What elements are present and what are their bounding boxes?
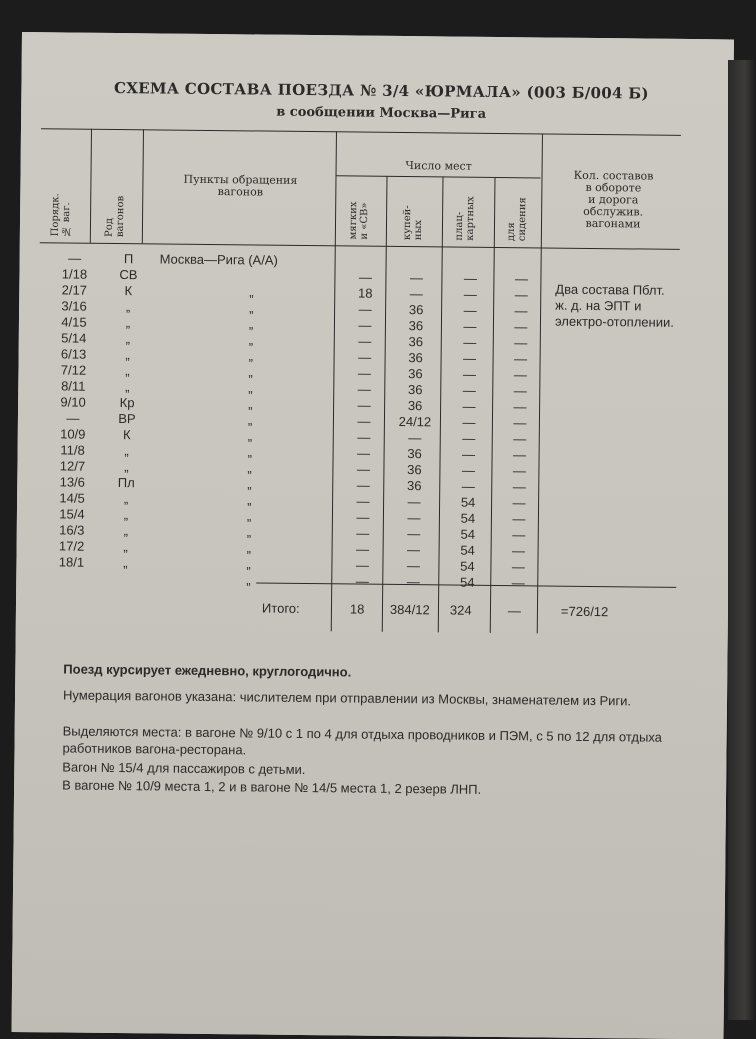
header-right: Кол. составов в обороте и дорога обслужив. вагонами bbox=[546, 170, 681, 231]
cell-route: „ bbox=[248, 364, 278, 380]
cell-route: „ bbox=[247, 476, 277, 492]
cell-route: „ bbox=[249, 348, 279, 364]
table-row bbox=[22, 32, 734, 39]
note-schedule: Поезд курсирует ежедневно, круглогодично. bbox=[63, 660, 723, 684]
totals-coupe: 384/12 bbox=[390, 602, 430, 617]
right-note: Два состава Пблт. ж. д. на ЭПТ и электро-отоплении. bbox=[555, 282, 675, 331]
cell-num: 12/7 bbox=[47, 458, 97, 475]
book-page bbox=[12, 32, 734, 1039]
cell-plaz: — bbox=[447, 302, 493, 318]
cell-num: 5/14 bbox=[49, 330, 99, 347]
cell-soft: — bbox=[345, 541, 381, 557]
col-divider-3 bbox=[331, 131, 337, 631]
cell-type: „ bbox=[103, 491, 149, 507]
cell-num: — bbox=[50, 250, 100, 267]
cell-route: Москва—Рига (А/А) bbox=[160, 251, 350, 269]
book-edge bbox=[728, 60, 756, 1020]
cell-sit: — bbox=[501, 303, 541, 319]
totals-sit: — bbox=[508, 603, 521, 618]
cell-route: „ bbox=[247, 492, 277, 508]
cell-type: „ bbox=[104, 379, 150, 395]
cell-type: ВР bbox=[104, 411, 150, 427]
cell-route: „ bbox=[249, 300, 279, 316]
cell-coupe: 24/12 bbox=[390, 414, 440, 431]
cell-route: „ bbox=[248, 380, 278, 396]
cell-coupe: — bbox=[389, 494, 439, 511]
cell-type: Кр bbox=[104, 395, 150, 411]
cell-route: „ bbox=[247, 508, 277, 524]
cell-num: 3/16 bbox=[49, 298, 99, 315]
cell-plaz: — bbox=[447, 270, 493, 286]
cell-soft: — bbox=[345, 493, 381, 509]
cell-sit: — bbox=[499, 463, 539, 479]
cell-num: 11/8 bbox=[48, 442, 98, 459]
table-row bbox=[22, 32, 734, 39]
cell-type: СВ bbox=[105, 267, 151, 283]
cell-sit: — bbox=[499, 511, 539, 527]
cell-plaz: 54 bbox=[445, 526, 491, 542]
cell-soft: — bbox=[346, 429, 382, 445]
cell-num: 17/2 bbox=[47, 538, 97, 555]
note-reserved-seats: Выделяются места: в вагоне № 9/10 с 1 по 4 для отдыха проводников и ПЭМ, с 5 по 12 для отдыха работников вагона-ресторана. bbox=[62, 722, 722, 763]
cell-coupe: 36 bbox=[391, 350, 441, 367]
cell-coupe bbox=[392, 254, 442, 255]
cell-type: „ bbox=[103, 459, 149, 475]
cell-type: „ bbox=[102, 555, 148, 571]
cell-coupe: — bbox=[390, 430, 440, 447]
cell-num: 7/12 bbox=[48, 362, 98, 379]
cell-soft: 18 bbox=[347, 285, 383, 301]
cell-coupe: — bbox=[389, 542, 439, 559]
seats-group-rule bbox=[336, 175, 541, 178]
table-top-rule bbox=[41, 128, 681, 136]
cell-soft: — bbox=[346, 445, 382, 461]
header-plaz: плац- картных bbox=[454, 187, 477, 241]
cell-soft: — bbox=[346, 365, 382, 381]
cell-coupe: — bbox=[391, 270, 441, 287]
cell-plaz: 54 bbox=[444, 558, 490, 574]
cell-num: 4/15 bbox=[49, 314, 99, 331]
cell-num: 9/10 bbox=[48, 394, 98, 411]
totals-sum: =726/12 bbox=[561, 604, 609, 619]
cell-type: „ bbox=[105, 299, 151, 315]
cell-soft: — bbox=[346, 381, 382, 397]
cell-sit: — bbox=[499, 495, 539, 511]
cell-plaz: — bbox=[445, 462, 491, 478]
cell-type: П bbox=[106, 251, 152, 267]
cell-sit: — bbox=[501, 319, 541, 335]
cell-sit: — bbox=[500, 447, 540, 463]
cell-plaz: — bbox=[446, 398, 492, 414]
cell-soft: — bbox=[347, 317, 383, 333]
cell-sit: — bbox=[501, 335, 541, 351]
header-type: Род вагонов bbox=[104, 173, 127, 237]
cell-coupe: — bbox=[389, 526, 439, 543]
cell-num: 10/9 bbox=[48, 426, 98, 443]
totals-label: Итого: bbox=[262, 601, 300, 616]
cell-coupe: 36 bbox=[389, 478, 439, 495]
cell-route: „ bbox=[248, 428, 278, 444]
cell-coupe: — bbox=[388, 574, 438, 591]
cell-soft: — bbox=[346, 397, 382, 413]
table-row bbox=[22, 32, 734, 39]
cell-route: „ bbox=[249, 316, 279, 332]
cell-num: 2/17 bbox=[49, 282, 99, 299]
table-row bbox=[22, 32, 734, 39]
cell-type: Пл bbox=[103, 475, 149, 491]
cell-plaz: — bbox=[446, 446, 492, 462]
cell-plaz: 54 bbox=[445, 510, 491, 526]
cell-route: „ bbox=[248, 444, 278, 460]
cell-type: „ bbox=[103, 523, 149, 539]
cell-plaz: — bbox=[447, 334, 493, 350]
header-bottom-rule bbox=[40, 242, 680, 250]
cell-coupe: 36 bbox=[390, 446, 440, 463]
cell-soft: — bbox=[347, 349, 383, 365]
note-numbering: Нумерация вагонов указана: числителем при отправлении из Москвы, знаменателем из Риги. bbox=[63, 686, 723, 710]
page-title: СХЕМА СОСТАВА ПОЕЗДА № 3/4 «ЮРМАЛА» (003 Б/004 Б) bbox=[101, 79, 661, 103]
cell-plaz: — bbox=[446, 382, 492, 398]
cell-sit: — bbox=[499, 479, 539, 495]
totals-soft: 18 bbox=[350, 601, 365, 616]
cell-soft: — bbox=[345, 461, 381, 477]
cell-plaz: — bbox=[447, 318, 493, 334]
cell-coupe: — bbox=[391, 286, 441, 303]
cell-plaz: — bbox=[446, 414, 492, 430]
cell-sit: — bbox=[499, 543, 539, 559]
table-row bbox=[22, 32, 734, 39]
table-row bbox=[22, 32, 734, 39]
cell-sit: — bbox=[499, 527, 539, 543]
table-row bbox=[22, 32, 734, 39]
table-body bbox=[22, 32, 734, 39]
cell-sit: — bbox=[500, 415, 540, 431]
cell-plaz: 54 bbox=[444, 574, 490, 590]
table-row bbox=[22, 32, 734, 39]
cell-type: „ bbox=[103, 507, 149, 523]
header-route: Пункты обращения вагонов bbox=[150, 173, 330, 199]
cell-sit: — bbox=[498, 559, 538, 575]
col-divider-2 bbox=[142, 129, 144, 243]
cell-soft: — bbox=[345, 509, 381, 525]
cell-sit: — bbox=[500, 367, 540, 383]
cell-num: 1/18 bbox=[49, 266, 99, 283]
table-row bbox=[22, 32, 734, 39]
table-row bbox=[22, 32, 734, 39]
cell-coupe: 36 bbox=[389, 462, 439, 479]
cell-type: „ bbox=[105, 315, 151, 331]
cell-route: „ bbox=[248, 412, 278, 428]
cell-coupe: 36 bbox=[391, 302, 441, 319]
header-seats-group: Число мест bbox=[339, 159, 539, 173]
table-row bbox=[22, 32, 734, 39]
cell-soft: — bbox=[347, 269, 383, 285]
cell-type: К bbox=[104, 427, 150, 443]
cell-coupe: 36 bbox=[390, 398, 440, 415]
cell-plaz: — bbox=[447, 286, 493, 302]
header-sit: для сидения bbox=[506, 187, 529, 241]
cell-type: „ bbox=[103, 539, 149, 555]
cell-soft: — bbox=[344, 573, 380, 589]
cell-route: „ bbox=[247, 524, 277, 540]
cell-plaz: — bbox=[446, 430, 492, 446]
cell-num: 18/1 bbox=[46, 554, 96, 571]
cell-num: — bbox=[48, 410, 98, 427]
note-reserve: В вагоне № 10/9 места 1, 2 и в вагоне № 14/5 места 1, 2 резерв ЛНП. bbox=[62, 776, 722, 800]
cell-num: 13/6 bbox=[47, 474, 97, 491]
cell-soft: — bbox=[347, 333, 383, 349]
cell-num: 8/11 bbox=[48, 378, 98, 395]
cell-coupe: 36 bbox=[390, 366, 440, 383]
page-subtitle: в сообщении Москва—Рига bbox=[101, 103, 661, 124]
cell-route: „ bbox=[249, 332, 279, 348]
cell-sit: — bbox=[500, 399, 540, 415]
cell-route: „ bbox=[246, 572, 276, 588]
cell-sit: — bbox=[501, 287, 541, 303]
cell-type: „ bbox=[105, 347, 151, 363]
cell-sit: — bbox=[500, 383, 540, 399]
table-row bbox=[22, 32, 734, 39]
cell-plaz: 54 bbox=[445, 494, 491, 510]
cell-num: 14/5 bbox=[47, 490, 97, 507]
table-row bbox=[22, 32, 734, 39]
cell-plaz: — bbox=[445, 478, 491, 494]
cell-plaz: — bbox=[446, 366, 492, 382]
cell-type: „ bbox=[104, 443, 150, 459]
cell-route: „ bbox=[247, 460, 277, 476]
cell-soft: — bbox=[346, 413, 382, 429]
cell-route: „ bbox=[248, 396, 278, 412]
cell-route: „ bbox=[247, 540, 277, 556]
cell-coupe: 36 bbox=[391, 318, 441, 335]
cell-plaz: 54 bbox=[445, 542, 491, 558]
cell-coupe: — bbox=[388, 558, 438, 575]
cell-soft: — bbox=[344, 557, 380, 573]
cell-num: 15/4 bbox=[47, 506, 97, 523]
table-row bbox=[22, 32, 734, 39]
cell-sit: — bbox=[501, 271, 541, 287]
table-row bbox=[22, 32, 734, 39]
cell-route: „ bbox=[246, 556, 276, 572]
header-num: Порядк. № ваг. bbox=[50, 150, 73, 236]
table-row bbox=[22, 32, 734, 39]
totals-plaz: 324 bbox=[450, 603, 472, 618]
note-children-car: Вагон № 15/4 для пассажиров с детьми. bbox=[62, 758, 722, 782]
table-row bbox=[22, 32, 734, 39]
cell-route: „ bbox=[249, 284, 279, 300]
cell-coupe: 36 bbox=[390, 382, 440, 399]
col-divider-1 bbox=[90, 129, 92, 243]
cell-num: 6/13 bbox=[49, 346, 99, 363]
cell-soft: — bbox=[345, 525, 381, 541]
table-row bbox=[22, 32, 734, 39]
cell-type: „ bbox=[104, 363, 150, 379]
cell-type: К bbox=[105, 283, 151, 299]
table-row bbox=[22, 32, 734, 39]
cell-sit: — bbox=[498, 575, 538, 591]
cell-coupe: — bbox=[389, 510, 439, 527]
col-divider-4 bbox=[382, 176, 388, 632]
cell-sit: — bbox=[501, 351, 541, 367]
cell-plaz: — bbox=[447, 350, 493, 366]
cell-coupe: 36 bbox=[391, 334, 441, 351]
cell-sit: — bbox=[500, 431, 540, 447]
table-row bbox=[22, 32, 734, 39]
cell-soft: — bbox=[345, 477, 381, 493]
cell-type: „ bbox=[105, 331, 151, 347]
cell-num: 16/3 bbox=[47, 522, 97, 539]
header-soft: мягких и «СВ» bbox=[348, 185, 371, 239]
table-row bbox=[22, 32, 734, 39]
header-coupe: купей- ных bbox=[402, 186, 425, 240]
cell-soft: — bbox=[347, 301, 383, 317]
